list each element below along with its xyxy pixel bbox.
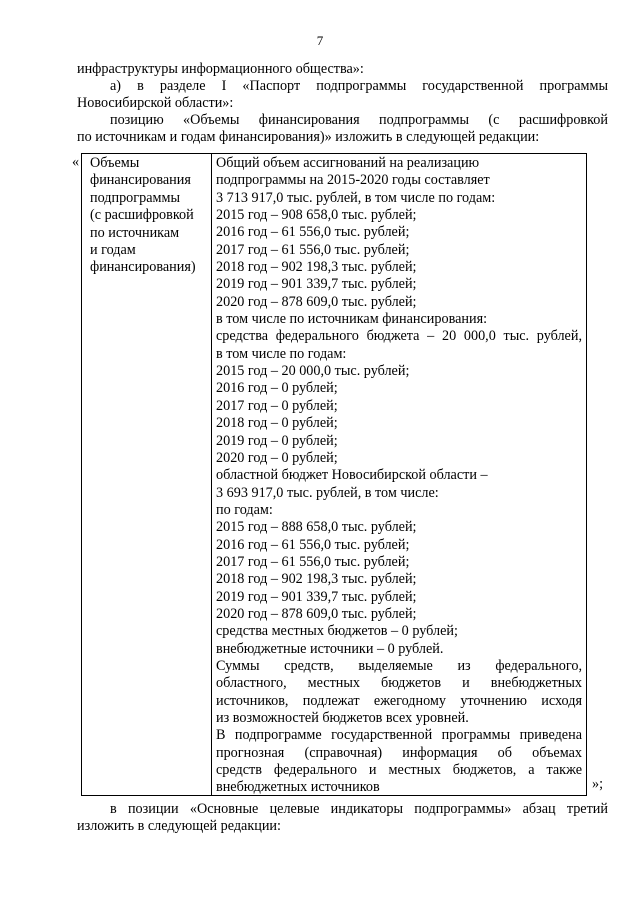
right-cell-line: 3 693 917,0 тыс. рублей, в том числе: (216, 484, 439, 501)
table-left-cell (90, 155, 208, 277)
intro-line-1: инфраструктуры информационного общества»: (77, 61, 364, 77)
right-cell-line: 2015 год – 908 658,0 тыс. рублей; (216, 207, 417, 224)
right-cell-line: 2018 год – 902 198,3 тыс. рублей; (216, 571, 417, 588)
right-cell-line: средства федерального бюджета – 20 000,0 тыс. рублей, (216, 328, 582, 345)
right-cell-line: средств федерального и местных бюджетов, а также (216, 762, 582, 779)
right-cell-line: 2017 год – 0 рублей; (216, 397, 338, 414)
right-cell-line: 2019 год – 901 339,7 тыс. рублей; (216, 588, 417, 605)
right-cell-line: 2015 год – 888 658,0 тыс. рублей; (216, 519, 417, 536)
right-cell-line: 2018 год – 902 198,3 тыс. рублей; (216, 259, 417, 276)
right-cell-line: 2016 год – 61 556,0 тыс. рублей; (216, 536, 410, 553)
right-cell-line: 2019 год – 0 рублей; (216, 432, 338, 449)
left-cell-line: финансирования (90, 172, 191, 189)
table-right-cell (216, 155, 582, 797)
intro-line-2: а) в разделе I «Паспорт подпрограммы государственной программы (110, 78, 608, 94)
quote-close: »; (592, 776, 604, 792)
outro-line-2: изложить в следующей редакции: (77, 818, 281, 834)
right-cell-line: Суммы средств, выделяемые из федерального, (216, 657, 582, 674)
right-cell-line: 2020 год – 878 609,0 тыс. рублей; (216, 605, 417, 622)
intro-line-4: позицию «Объемы финансирования подпрограммы (с расшифровкой (110, 112, 608, 128)
right-cell-line: 2016 год – 0 рублей; (216, 380, 338, 397)
right-cell-line: Общий объем ассигнований на реализацию (216, 155, 480, 171)
left-cell-line: и годам (90, 242, 136, 259)
right-cell-line: 2016 год – 61 556,0 тыс. рублей; (216, 224, 410, 241)
right-cell-line: 3 713 917,0 тыс. рублей, в том числе по годам: (216, 189, 496, 206)
right-cell-line: средства местных бюджетов – 0 рублей; (216, 623, 458, 640)
right-cell-line: 2015 год – 20 000,0 тыс. рублей; (216, 363, 410, 380)
right-cell-line: в том числе по годам: (216, 345, 347, 362)
right-cell-line: 2018 год – 0 рублей; (216, 415, 338, 432)
right-cell-line: В подпрограмме государственной программы приведена (216, 727, 582, 744)
intro-line-5: по источникам и годам финансирования)» изложить в следующей редакции: (77, 129, 540, 145)
left-cell-line: подпрограммы (90, 189, 180, 206)
right-cell-line: 2017 год – 61 556,0 тыс. рублей; (216, 241, 410, 258)
right-cell-line: 2017 год – 61 556,0 тыс. рублей; (216, 553, 410, 570)
right-cell-line: прогнозная (справочная) информация об объемах (216, 744, 582, 761)
left-cell-line: финансирования) (90, 259, 196, 276)
right-cell-line: по годам: (216, 501, 273, 518)
table-column-divider (211, 153, 212, 796)
quote-open: « (72, 154, 80, 170)
left-cell-line: по источникам (90, 224, 180, 241)
intro-line-3: Новосибирской области»: (77, 95, 234, 111)
right-cell-line: внебюджетные источники – 0 рублей. (216, 640, 444, 657)
left-cell-line: (с расшифровкой (90, 207, 194, 224)
page-number: 7 (316, 33, 324, 48)
right-cell-line: областной бюджет Новосибирской области – (216, 467, 488, 484)
right-cell-line: 2020 год – 878 609,0 тыс. рублей; (216, 293, 417, 310)
right-cell-line: 2019 год – 901 339,7 тыс. рублей; (216, 276, 417, 293)
right-cell-line: 2020 год – 0 рублей; (216, 449, 338, 466)
right-cell-line: подпрограммы на 2015-2020 годы составляет (216, 172, 490, 189)
outro-line-1: в позиции «Основные целевые индикаторы подпрограммы» абзац третий (110, 801, 608, 817)
right-cell-line: в том числе по источникам финансирования: (216, 311, 488, 328)
right-cell-line: областного, местных бюджетов и внебюджетных (216, 675, 582, 692)
right-cell-line: источников, подлежат ежегодному уточнению исходя (216, 692, 582, 709)
right-cell-line: из возможностей бюджетов всех уровней. (216, 710, 469, 726)
left-cell-line: Объемы (90, 155, 140, 171)
right-cell-line: внебюджетных источников (216, 779, 380, 796)
